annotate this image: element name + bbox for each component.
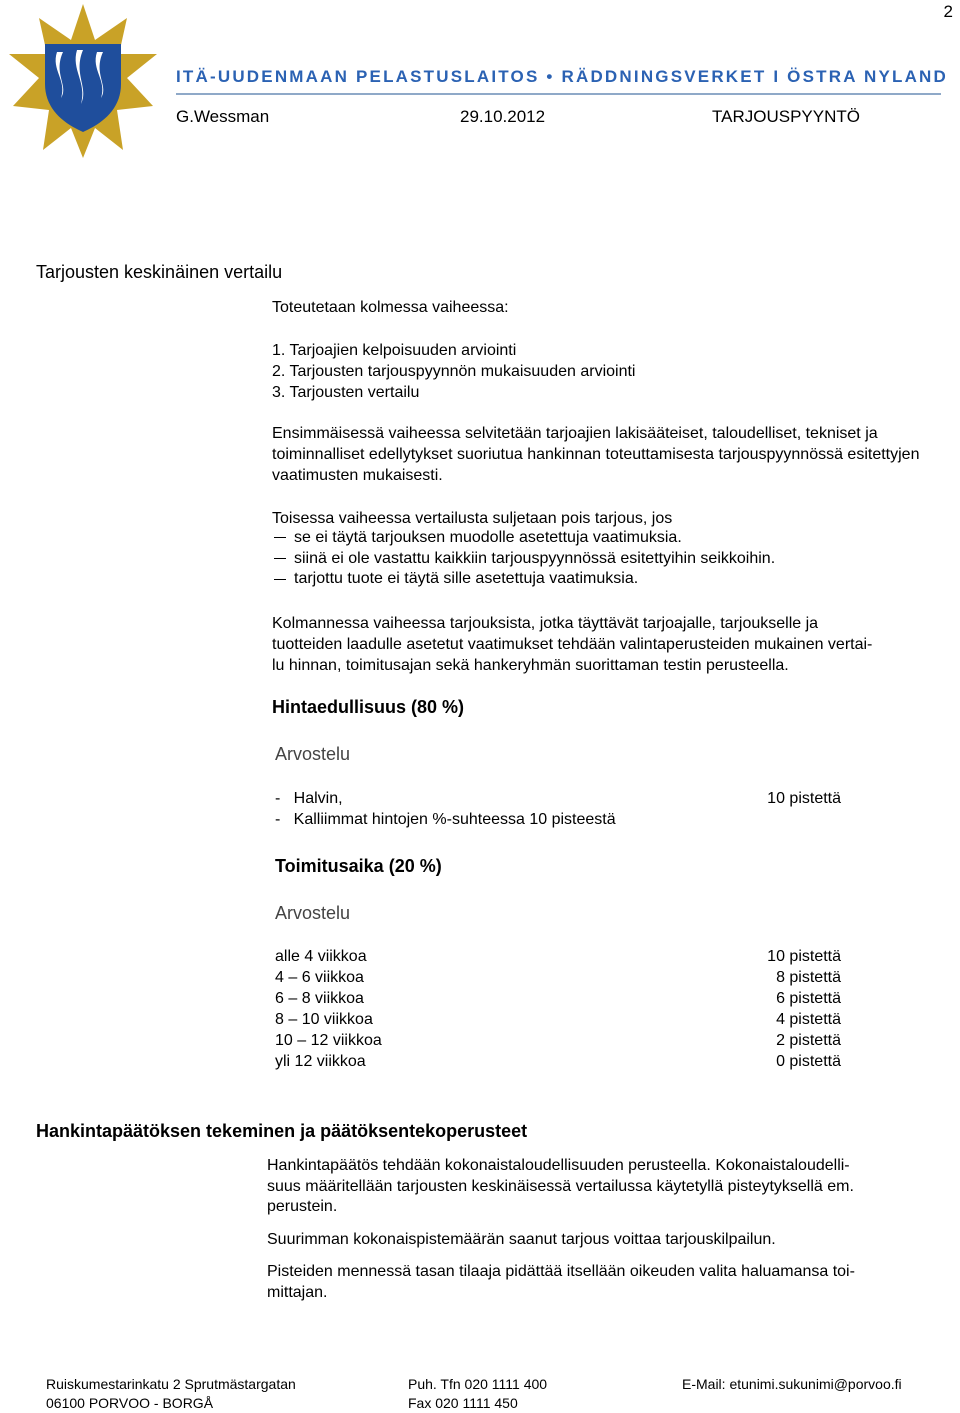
phases-list [272,340,960,403]
delivery-row: 6 – 8 viikkoa 6 pistettä [275,990,841,1007]
exclusion-list [272,528,775,590]
delivery-row: alle 4 viikkoa 10 pistettä [275,948,841,965]
price-row: - Halvin, 10 pistettä [275,790,841,807]
phase-one-paragraph: Ensimmäisessä vaiheessa selvitetään tarjoajien lakisääteiset, taloudelliset, tekniset ja toiminnalliset edellytykset suoriutua hankinnan toteuttamisesta tarjouspyynnössä esitettyjen vaatimusten mukaisesti. [272,425,920,484]
section-title-decision: Hankintapäätöksen tekeminen ja päätöksentekoperusteet [36,1121,528,1141]
delivery-row: 4 – 6 viikkoa 8 pistettä [275,969,841,986]
delivery-row: 10 – 12 viikkoa 2 pistettä [275,1032,841,1049]
phase-three-paragraph: Kolmannessa vaiheessa tarjouksista, jotka täyttävät tarjoajalle, tarjoukselle ja tuotteiden laadulle asetetut vaatimukset tehdään valintaperusteiden mukainen vertai- lu hinnan, toimitusajan sekä hankeryhmän suorittaman testin perusteella. [272,615,873,674]
page-number: 2 [943,2,953,21]
decision-paragraph: Suurimman kokonaispistemäärän saanut tarjous voittaa tarjouskilpailun. [267,1230,776,1248]
phase-item: 2. Tarjousten tarjouspyynnön mukaisuuden arviointi [272,363,636,380]
delivery-criteria-heading: Toimitusaika (20 %) [275,856,442,876]
document-type: TARJOUSPYYNTÖ [712,107,860,126]
phases-intro: Toteutetaan kolmessa vaiheessa: [272,299,509,316]
footer-phone: Puh. Tfn 020 1111 400 Fax 020 1111 450 [408,1376,548,1411]
exclusion-item: tarjottu tuote ei täytä sille asetettuja vaatimuksia. [272,569,775,590]
exclusion-item: se ei täytä tarjouksen muodolle asetettuja vaatimuksia. [272,528,775,549]
phase-item: 1. Tarjoajien kelpoisuuden arviointi [272,342,517,359]
header-rule [176,93,941,95]
phase-item: 3. Tarjousten vertailu [272,384,420,401]
footer-email: E-Mail: etunimi.sukunimi@porvoo.fi [682,1376,902,1392]
exclusion-item: siinä ei ole vastattu kaikkiin tarjouspyynnössä esitettyihin seikkoihin. [272,549,775,570]
organization-name: ITÄ-UUDENMAAN PELASTUSLAITOS • RÄDDNINGSVERKET I ÖSTRA NYLAND [176,67,948,86]
rescue-department-logo [8,2,158,158]
price-criteria-heading: Hintaedullisuus (80 %) [272,697,465,717]
decision-text [267,1156,947,1315]
delivery-scoring-label: Arvostelu [275,903,351,923]
price-scoring-label: Arvostelu [275,744,351,764]
decision-paragraph: Hankintapäätös tehdään kokonaistaloudellisuuden perusteella. Kokonaistaloudelli- suus määritellään tarjousten keskinäisessä vertailussa käytetyllä pisteytyksellä em. perustein. [267,1157,854,1215]
decision-paragraph: Pisteiden mennessä tasan tilaaja pidättää itsellään oikeuden valita haluamansa toi- mittajan. [267,1263,855,1301]
footer-address: Ruiskumestarinkatu 2 Sprutmästargatan 06100 PORVOO - BORGÅ [46,1376,296,1411]
delivery-row: yli 12 viikkoa 0 pistettä [275,1053,841,1070]
price-row: - Kalliimmat hintojen %-suhteessa 10 pisteestä [275,811,616,828]
document-date: 29.10.2012 [460,107,546,126]
section-title-comparison: Tarjousten keskinäinen vertailu [36,262,283,282]
phase-two-intro: Toisessa vaiheessa vertailusta suljetaan pois tarjous, jos [272,510,673,527]
delivery-row: 8 – 10 viikkoa 4 pistettä [275,1011,841,1028]
author: G.Wessman [176,107,270,126]
